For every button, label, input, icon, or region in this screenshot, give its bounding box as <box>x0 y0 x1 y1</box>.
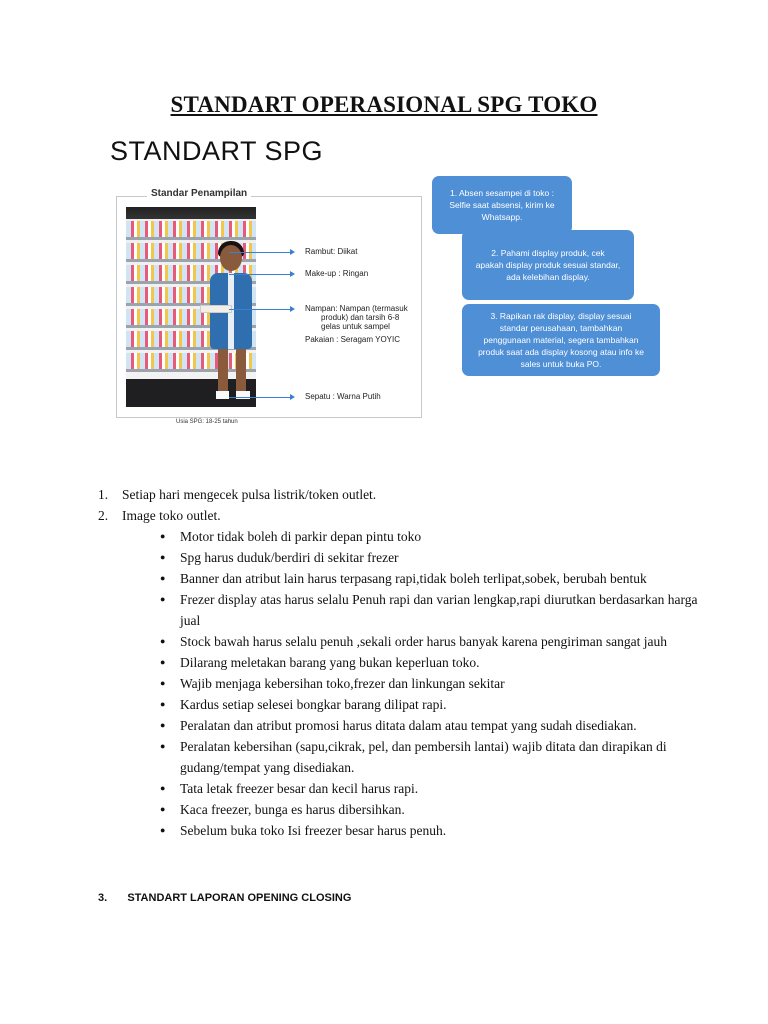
step-box-1 <box>432 176 572 234</box>
step1-line3: Whatsapp. <box>481 212 523 222</box>
step3-line2: standar perusahaan, tambahkan <box>499 323 623 333</box>
arrow-nampan <box>229 309 291 310</box>
bullet-item: ● Banner dan atribut lain harus terpasang rapi,tidak boleh terlipat,sobek, berubah bentuk <box>160 568 720 589</box>
bullet-item: ● Peralatan dan atribut promosi harus ditata dalam atau tempat yang sudah disediakan. <box>160 715 720 736</box>
step3-line1: 3. Rapikan rak display, display sesuai <box>490 311 632 321</box>
list-text: Image toko outlet. <box>122 508 221 523</box>
bullet-item: ● Kaca freezer, bunga es harus dibersihkan. <box>160 799 720 820</box>
bullet-item: ● Sebelum buka toko Isi freezer besar harus penuh. <box>160 820 720 841</box>
arrow-rambut <box>229 252 291 253</box>
list-number: 2. <box>98 508 109 523</box>
arrow-sepatu <box>229 397 291 398</box>
spg-photo <box>126 207 256 407</box>
person-tray <box>200 305 232 313</box>
bullet-item: ● Wajib menjaga kebersihan toko,frezer dan linkungan sekitar <box>160 673 720 694</box>
list-text: Setiap hari mengecek pulsa listrik/token outlet. <box>122 487 377 502</box>
label-nampan: Nampan: Nampan (termasuk <box>305 304 408 313</box>
bullet-item: ● Tata letak freezer besar dan kecil harus rapi. <box>160 778 720 799</box>
list-number: 1. <box>98 487 109 502</box>
appearance-standard-panel <box>116 188 422 418</box>
label-sepatu: Sepatu : Warna Putih <box>305 392 381 401</box>
step3-line5: sales untuk buka PO. <box>520 359 602 369</box>
shelf <box>126 221 256 241</box>
label-nampan-line2: produk) dan tarsih 6-8 <box>321 313 400 322</box>
person-legs <box>218 349 246 393</box>
step-box-3 <box>462 304 660 376</box>
age-footnote: Usia SPG: 18-25 tahun <box>176 419 238 425</box>
panel-title: Standar Penampilan <box>147 188 251 199</box>
page-title: STANDART OPERASIONAL SPG TOKO <box>170 92 598 117</box>
label-makeup: Make-up : Ringan <box>305 269 369 278</box>
step-box-2 <box>462 230 634 300</box>
person-head <box>220 245 242 271</box>
bullet-item: ● Frezer display atas harus selalu Penuh rapi dan varian lengkap,rapi diurutkan berdasarkan harga jual <box>160 589 720 631</box>
label-pakaian: Pakaian : Seragam YOYIC <box>305 335 401 344</box>
list-item <box>98 484 376 505</box>
section-subtitle: STANDART SPG <box>110 136 324 166</box>
bullet-item: ● Spg harus duduk/berdiri di sekitar frezer <box>160 547 720 568</box>
step2-line2: apakah display produk sesuai standar, <box>475 260 621 270</box>
bullet-item: ● Stock bawah harus selalu penuh ,sekali order harus banyak karena pengiriman sangat jauh <box>160 631 720 652</box>
numbered-list <box>98 484 376 526</box>
section-heading-3 <box>98 892 351 904</box>
section-number: 3. <box>98 892 108 904</box>
bullet-item: ● Kardus setiap selesei bongkar barang dilipat rapi. <box>160 694 720 715</box>
step2-line1: 2. Pahami display produk, cek <box>491 248 605 258</box>
bullet-item: ● Motor tidak boleh di parkir depan pintu toko <box>160 526 720 547</box>
step3-line4: produk saat ada display kosong atau info ke <box>478 347 644 357</box>
label-rambut: Rambut: Diikat <box>305 247 358 256</box>
bullet-item: ● Peralatan kebersihan (sapu,cikrak, pel, dan pembersih lantai) wajib ditata dan dirapikan di gudang/tempat yang disediakan. <box>160 736 720 778</box>
arrow-makeup <box>229 274 291 275</box>
bullet-list <box>160 526 720 841</box>
list-item <box>98 505 376 526</box>
step3-line3: penggunaan material, segera tambahkan <box>483 335 639 345</box>
step1-line1: 1. Absen sesampei di toko : <box>450 188 554 198</box>
section-title: STANDART LAPORAN OPENING CLOSING <box>127 892 352 904</box>
bullet-item: ● Dilarang meletakan barang yang bukan keperluan toko. <box>160 652 720 673</box>
step1-line2: Selfie saat absensi, kirim ke <box>449 200 555 210</box>
label-nampan-line3: gelas untuk sampel <box>321 322 390 331</box>
step2-line3: ada kelebihan display. <box>506 272 590 282</box>
